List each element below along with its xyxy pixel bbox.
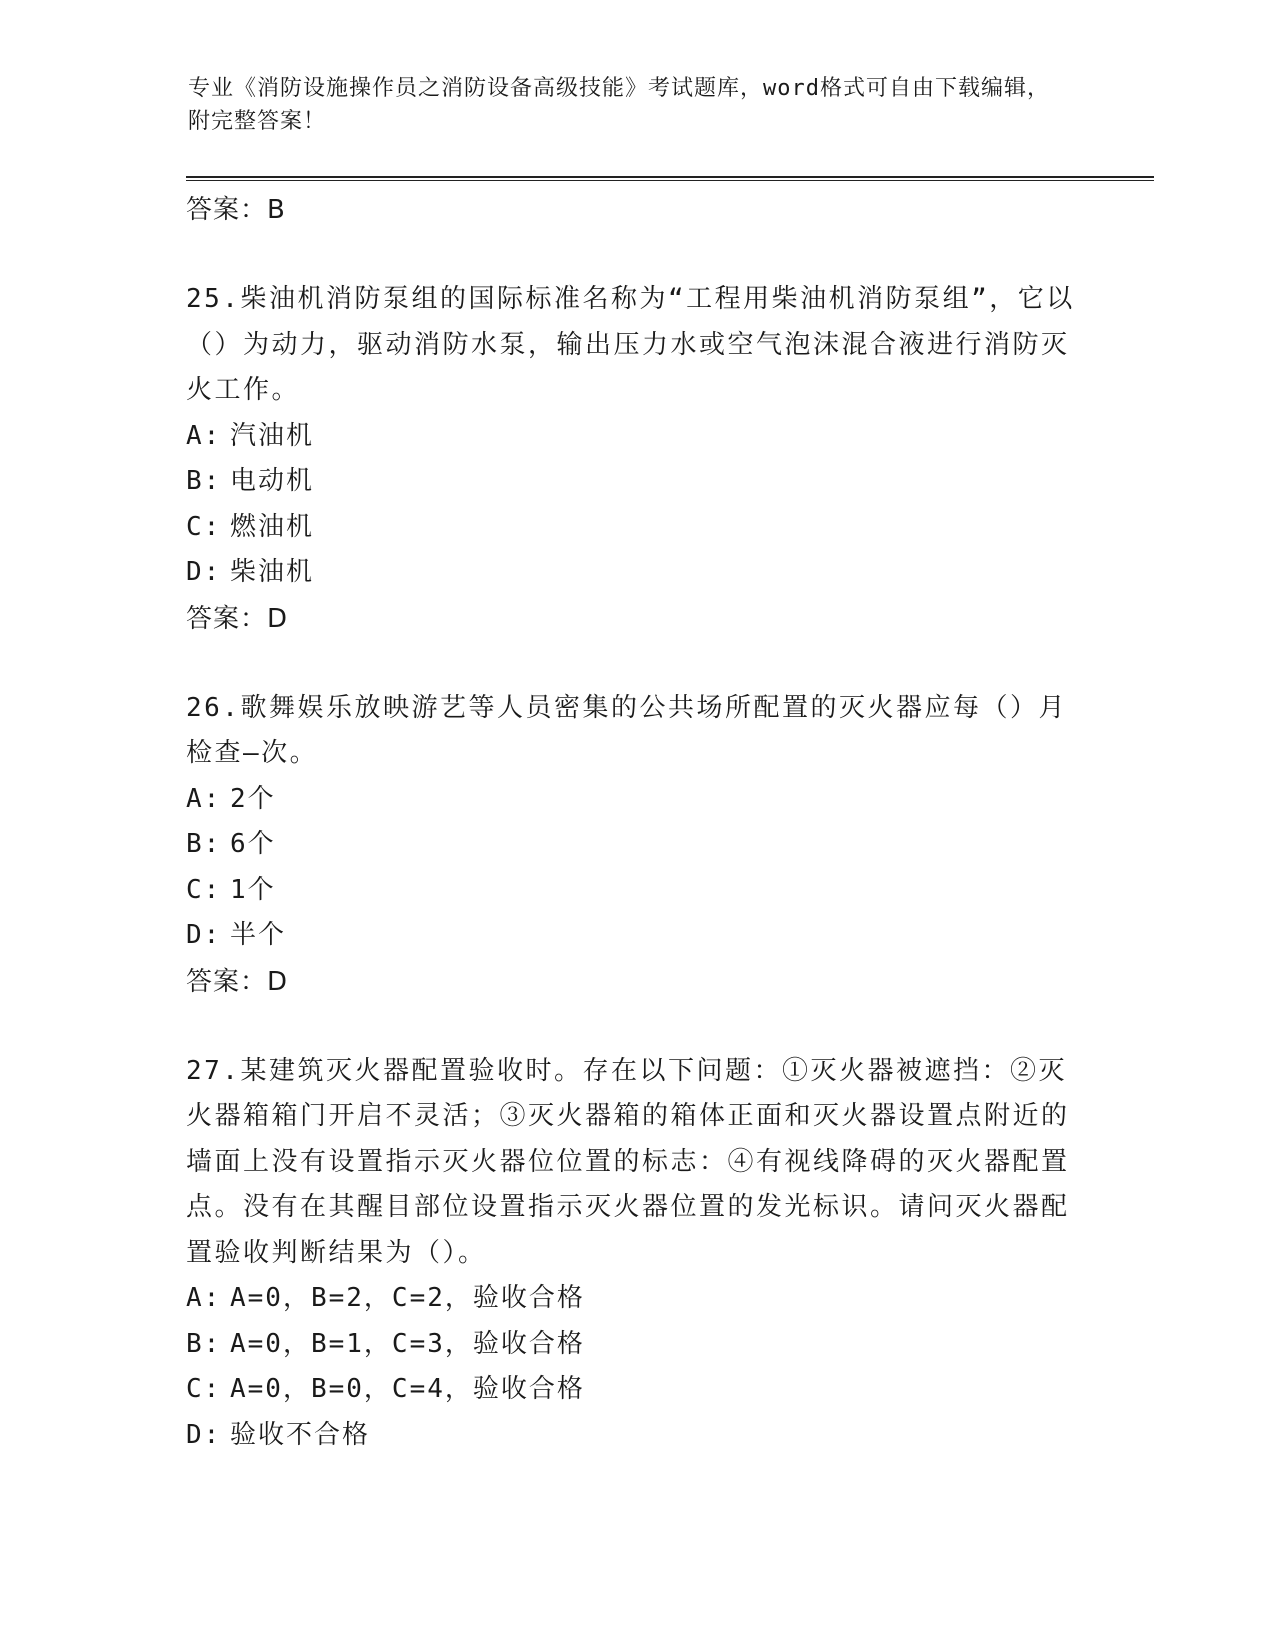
question-26 — [186, 686, 1086, 1005]
header-text: 专业《消防设施操作员之消防设备高级技能》考试题库，word格式可自由下载编辑，附完整答案！ — [188, 76, 1050, 134]
option-letter: A: — [186, 420, 222, 451]
option-text: A=0，B=0，C=4，验收合格 — [230, 1374, 585, 1404]
spacer — [186, 642, 1086, 686]
option-text: 汽油机 — [230, 420, 315, 451]
option-text: 电动机 — [230, 466, 315, 496]
option-b — [186, 1322, 1086, 1368]
question-stem: 25.柴油机消防泵组的国际标准名称为“工程用柴油机消防泵组”，它以（）为动力，驱动消防水泵，输出压力水或空气泡沫混合液进行消防灭火工作。 — [186, 284, 1075, 405]
spacer — [186, 1005, 1086, 1049]
option-text: 半个 — [230, 920, 287, 950]
option-d — [186, 550, 1086, 596]
answer-previous: 答案：B — [186, 195, 286, 225]
option-a — [186, 777, 1086, 823]
option-letter: A: — [186, 1283, 222, 1313]
option-text: 6个 — [230, 829, 276, 859]
option-text: 1个 — [230, 874, 276, 905]
option-letter: A: — [186, 783, 222, 814]
option-d — [186, 913, 1086, 959]
option-c — [186, 1367, 1086, 1413]
option-text: 2个 — [230, 783, 276, 814]
option-c — [186, 868, 1086, 914]
option-letter: C: — [186, 511, 222, 542]
option-text: A=0，B=1，C=3，验收合格 — [230, 1328, 585, 1359]
option-letter: B: — [186, 1328, 222, 1359]
spacer — [186, 233, 1086, 277]
question-27 — [186, 1049, 1086, 1459]
option-letter: B: — [186, 829, 222, 859]
header-divider — [186, 176, 1154, 181]
answer: 答案：D — [186, 966, 289, 997]
option-letter: B: — [186, 466, 222, 496]
option-b — [186, 459, 1086, 505]
option-text: 柴油机 — [230, 557, 315, 587]
option-letter: C: — [186, 874, 222, 905]
option-d — [186, 1413, 1086, 1459]
option-letter: D: — [186, 1419, 222, 1450]
option-text: 验收不合格 — [230, 1419, 371, 1450]
option-c — [186, 505, 1086, 551]
option-letter: C: — [186, 1374, 222, 1404]
question-25 — [186, 277, 1086, 642]
question-stem: 26.歌舞娱乐放映游艺等人员密集的公共场所配置的灭火器应每（）月检查—次。 — [186, 692, 1067, 768]
question-stem: 27.某建筑灭火器配置验收时。存在以下问题：①灭火器被遮挡：②灭火器箱箱门开启不灵活；③灭火器箱的箱体正面和灭火器设置点附近的墙面上没有设置指示灭火器位位置的标志：④有视线降碍的灭火器配置点。没有在其醒目部位设置指示灭火器位置的发光标识。请问灭火器配置验收判断结果为（）。 — [186, 1055, 1070, 1268]
answer: 答案：D — [186, 603, 289, 634]
option-letter: D: — [186, 557, 222, 587]
option-b — [186, 822, 1086, 868]
option-letter: D: — [186, 920, 222, 950]
option-text: 燃油机 — [230, 511, 315, 542]
option-a — [186, 414, 1086, 460]
option-text: A=0，B=2，C=2，验收合格 — [230, 1283, 585, 1313]
option-a — [186, 1276, 1086, 1322]
content — [186, 187, 1086, 1458]
